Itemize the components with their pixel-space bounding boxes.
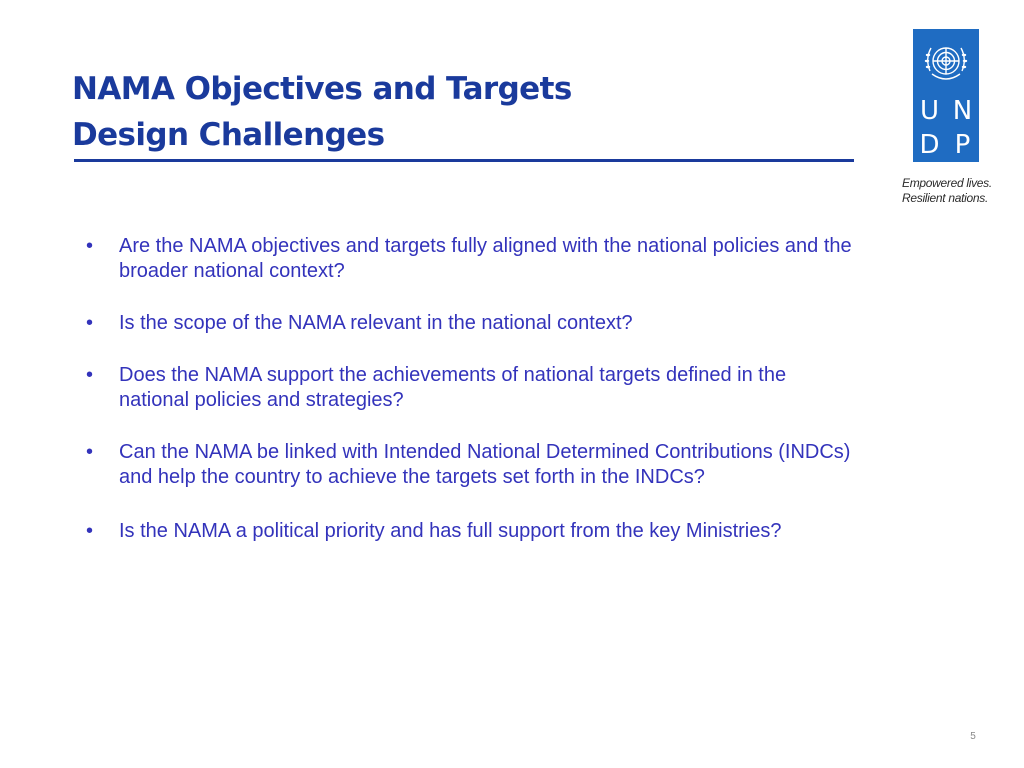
page-number: 5: [970, 731, 976, 742]
bullet-text: Is the scope of the NAMA relevant in the national context?: [119, 312, 633, 334]
logo-letter-p: P: [954, 130, 971, 160]
question-list: [86, 234, 856, 544]
logo-letter-n: N: [952, 96, 973, 126]
un-emblem-icon: [919, 35, 973, 89]
logo-letter-u: U: [919, 96, 940, 126]
title-underline: [74, 159, 854, 162]
list-item: [86, 440, 856, 490]
bullet-text: Does the NAMA support the achievements of national targets defined in the national policies and strategies?: [119, 364, 787, 411]
bullet-text: Are the NAMA objectives and targets fully aligned with the national policies and the broader national context?: [119, 235, 852, 282]
list-item: [86, 234, 856, 284]
bullet-marker: •: [86, 441, 94, 463]
slide-title-line-2: Design Challenges: [72, 117, 385, 153]
undp-tagline: [902, 176, 992, 206]
list-item: [86, 363, 856, 413]
undp-logo: [913, 29, 979, 162]
tagline-line-2: Resilient nations.: [902, 191, 988, 205]
bullet-marker: •: [86, 364, 94, 386]
undp-letter-grid: [913, 95, 979, 162]
bullet-text: Can the NAMA be linked with Intended National Determined Contributions (INDCs) and help the country to achieve the targets set forth in the INDCs?: [119, 441, 851, 488]
bullet-text: Is the NAMA a political priority and has full support from the key Ministries?: [119, 520, 782, 542]
bullet-marker: •: [86, 235, 94, 257]
slide-title: [72, 66, 572, 158]
tagline-line-1: Empowered lives.: [902, 176, 992, 190]
logo-letter-d: D: [919, 130, 940, 160]
list-item: [86, 311, 856, 336]
list-item: [86, 519, 856, 544]
slide-title-line-1: NAMA Objectives and Targets: [72, 71, 572, 107]
bullet-marker: •: [86, 520, 94, 542]
bullet-marker: •: [86, 312, 94, 334]
